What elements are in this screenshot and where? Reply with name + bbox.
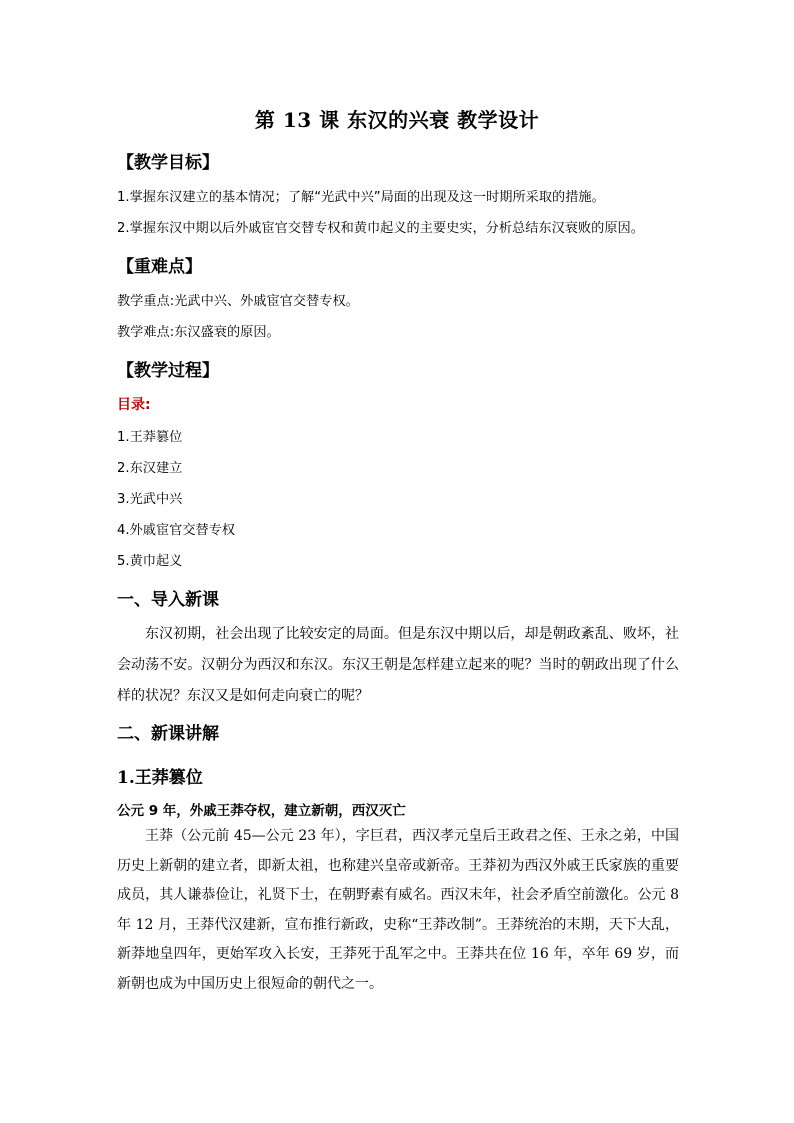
goal-item: 2.掌握东汉中期以后外戚宦官交替专权和黄巾起义的主要史实，分析总结东汉衰败的原因。 — [117, 221, 644, 236]
toc-item: 3.光武中兴 — [117, 492, 183, 507]
key-point: 教学重点:光武中兴、外戚宦官交替专权。 — [117, 294, 359, 309]
key-heading: 【重难点】 — [117, 257, 202, 277]
toc-label: 目录: — [117, 397, 151, 413]
toc-item: 1.王莽篡位 — [117, 430, 183, 445]
key-point: 教学难点:东汉盛衰的原因。 — [117, 325, 280, 340]
subsection-paragraph: 王莽（公元前 45—公元 23 年），字巨君，西汉孝元皇后王政君之侄、王永之弟，中国历史上新朝的建立者，即新太祖，也称建兴皇帝或新帝。王莽初为西汉外戚王氏家族的重要成员，其人谦恭俭让，礼贤下士，在朝野素有威名。西汉末年，社会矛盾空前激化。公元 8 年 12 月，王莽代汉建新，宣布推行新政，史称“王莽改制”。王莽统治的末期，天下大乱，新莽地皇四年，更始军攻入长安，王莽死于乱军之中。王莽共在位 16 年，卒年 69 岁，而新朝也成为中国历史上很短命的朝代之一。 — [117, 828, 679, 992]
toc-item: 5.黄巾起义 — [117, 554, 183, 569]
document-title: 第 13 课 东汉的兴衰 教学设计 — [254, 108, 540, 132]
intro-heading: 一、导入新课 — [117, 590, 219, 610]
toc-item: 4.外戚宦官交替专权 — [117, 523, 236, 538]
lecture-heading: 二、新课讲解 — [117, 724, 219, 744]
goal-item: 1.掌握东汉建立的基本情况；了解“光武中兴”局面的出现及这一时期所采取的措施。 — [117, 190, 605, 205]
goal-heading: 【教学目标】 — [117, 153, 219, 173]
toc-item: 2.东汉建立 — [117, 461, 183, 476]
subsection-fact: 公元 9 年，外戚王莽夺权，建立新朝，西汉灭亡 — [117, 803, 406, 819]
process-heading: 【教学过程】 — [117, 361, 219, 381]
intro-paragraph: 东汉初期，社会出现了比较安定的局面。但是东汉中期以后，却是朝政紊乱、败坏，社会动荡不安。汉朝分为西汉和东汉。东汉王朝是怎样建立起来的呢？当时的朝政出现了什么样的状况？东汉又是如何走向衰亡的呢？ — [117, 626, 679, 704]
subsection-heading: 1.王莽篡位 — [117, 768, 203, 788]
